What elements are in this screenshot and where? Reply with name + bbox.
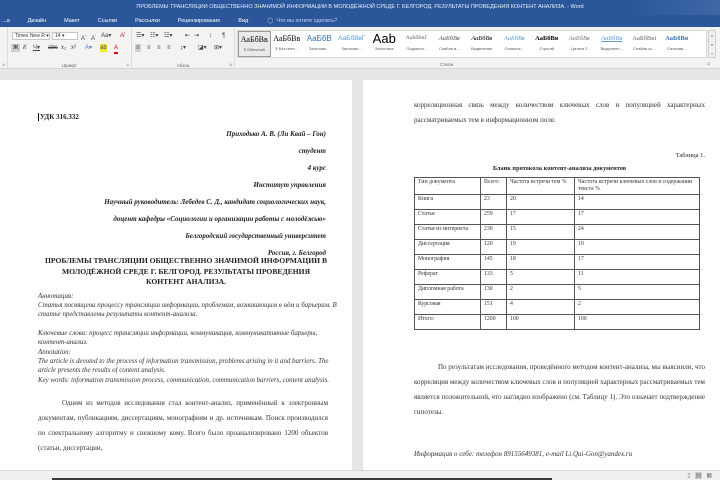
show-marks-icon[interactable]: ¶ — [222, 33, 226, 39]
keywords-ru: Ключевые слова: процесс трансляции информации, коммуникация, коммуникативные барьеры, контент-анализ. — [38, 330, 318, 346]
decrease-indent-icon[interactable]: ⇤ — [185, 33, 191, 39]
table-cell: 5 — [575, 285, 700, 300]
font-color-icon[interactable]: A — [114, 44, 118, 54]
title-bar — [0, 0, 720, 15]
table-row — [415, 255, 700, 270]
tab-design[interactable]: Дизайн — [27, 18, 47, 24]
protocol-table — [414, 177, 700, 330]
table-cell: 2 — [575, 300, 700, 315]
author-status: студент — [298, 147, 326, 155]
page-left[interactable] — [0, 80, 352, 470]
styles-gallery-scroll[interactable] — [708, 30, 716, 58]
abstract-en: The article is devoted to the process of information transmission, problems arising in it and barriers. The article presents the results of content analysis. — [38, 358, 329, 374]
style-subtle-reference[interactable]: АаБбВві Слабая сс... — [632, 35, 657, 51]
document-area — [0, 70, 720, 470]
text-cursor — [38, 113, 39, 121]
table-cell: 15 — [507, 225, 575, 240]
abstract-en-label: Annotation: — [38, 349, 71, 356]
intro-paragraph: корреляционная связь между количеством ключевых слов и популяцией характерных рассматриваемых тем в информационном поле. — [414, 101, 705, 124]
change-case-icon[interactable]: Aa▾ — [101, 33, 112, 39]
table-cell: 5 — [507, 270, 575, 285]
table-total-row — [415, 315, 700, 330]
more-styles-icon[interactable]: ▿ — [710, 51, 713, 56]
table-cell: 1200 — [481, 315, 507, 330]
tell-me-placeholder: Что вы хотите сделать? — [276, 18, 338, 24]
line-spacing-icon[interactable]: ↨▾ — [180, 45, 187, 51]
increase-indent-icon[interactable]: ⇥ — [194, 33, 200, 39]
table-cell: 4 — [507, 300, 575, 315]
scroll-down-icon[interactable]: ▾ — [710, 42, 713, 47]
author-name: Приходько А. В. (Ли Квай – Гон) — [226, 130, 326, 138]
supervisor-department: доцент кафедры «Социологии и организации работы с молодёжью» — [113, 215, 326, 223]
table-cell: 259 — [481, 210, 507, 225]
supervisor: Научный руководитель: Лебедев С. Д., кандидат социологических наук, — [104, 198, 326, 206]
table-cell: 23 — [481, 195, 507, 210]
table-cell: Итого: — [415, 315, 481, 330]
paragraph-launcher-icon[interactable]: ⇲ — [228, 62, 232, 67]
font-group-label: Шрифт — [62, 63, 77, 68]
table-row — [415, 285, 700, 300]
location: Россия, г. Белгород — [267, 249, 326, 257]
table-cell: 19 — [507, 240, 575, 255]
table-cell: 230 — [481, 225, 507, 240]
clipboard-group — [0, 27, 8, 69]
table-header: Частота встречи ключевых слов в содержании текста % — [575, 178, 700, 195]
ribbon-tabs — [0, 15, 720, 27]
table-cell: 2 — [507, 285, 575, 300]
paragraph-group-label: Абзац — [176, 63, 190, 68]
table-row — [415, 210, 700, 225]
table-cell: 11 — [575, 270, 700, 285]
table-label: Таблица 1. — [675, 152, 705, 159]
tab-layout[interactable]: Макет — [64, 18, 80, 24]
read-mode-icon[interactable]: ▯ — [687, 473, 691, 479]
style-intense-emphasis[interactable]: АаБбВв Сильное... — [503, 35, 525, 51]
university: Белгородский государственный университет — [185, 232, 326, 240]
styles-launcher-icon[interactable]: ⇲ — [706, 61, 710, 66]
table-cell: 10 — [575, 240, 700, 255]
title-bar-decoration — [630, 0, 720, 15]
align-left-icon[interactable]: ≡ — [136, 45, 140, 51]
abstract-ru: Статья посвящена процессу трансляции информации, проблемам, возникающим в нём и барьерам. В статье представлены результаты контент-анализа. — [38, 302, 337, 318]
tab-review[interactable]: Рецензирование — [177, 18, 221, 24]
abstract-ru-label: Аннотация: — [38, 293, 74, 300]
style-subtle-emphasis[interactable]: АаБбВв Слабое в... — [438, 35, 460, 51]
table-row — [415, 225, 700, 240]
table-cell: 17 — [575, 210, 700, 225]
table-cell: 145 — [481, 255, 507, 270]
table-header: Тип документа — [415, 178, 481, 195]
author-institute: Институт управления — [253, 181, 326, 189]
superscript-icon[interactable]: x² — [71, 45, 76, 51]
table-caption: Бланк протокола контент-анализа документов — [492, 165, 627, 172]
bold-icon[interactable]: Ж — [13, 45, 19, 51]
table-cell: 120 — [481, 240, 507, 255]
article-title: ПРОБЛЕМЫ ТРАНСЛЯЦИИ ОБЩЕСТВЕННО ЗНАЧИМОЙ ИНФОРМАЦИИ В МОЛОДЁЖНОЙ СРЕДЕ Г. БЕЛГОРОД. РЕЗУЛЬТАТЫ ПРОВЕДЕНИЯ КОНТЕНТ АНАЛИЗА. — [44, 256, 328, 286]
clear-format-icon[interactable]: A̸ — [120, 33, 125, 39]
table-cell: 20 — [507, 195, 575, 210]
web-layout-icon[interactable]: ▦ — [706, 473, 712, 479]
table-cell: 133 — [481, 270, 507, 285]
conclusion-paragraph: По результатам исследования, проведённого методом контент-анализа, мы выяснили, что корреляция между количеством ключевых слов и популяцией характерных рассматриваемых тем является положительной, что наглядно изображено (см. Таблицу 1). Это означает подтверждение гипотезы. — [414, 363, 705, 416]
numbering-icon[interactable]: ☷▾ — [150, 33, 159, 39]
table-cell: 100 — [507, 315, 575, 330]
table-cell: Книга — [415, 195, 481, 210]
tab-references[interactable]: Ссылки — [97, 18, 118, 24]
style-intense-reference[interactable]: АаБбВв Сильная... — [665, 35, 689, 51]
udk-code: УДК 316.332 — [40, 113, 79, 121]
paragraph-group — [132, 27, 235, 69]
font-size-select[interactable]: 14 ▾ — [52, 32, 78, 40]
body-paragraph: Одним из методов исследования стал контент-анализ, применённый к электронным документам, публикациям, диссертациям, монографиям и др. источникам. Поиск производился по спектральному алгоритму и снежному кому. Всего было проанализировано 1200 объектов (статьи, диссертации, — [38, 399, 328, 452]
keywords-en: Key words: information transmission process, communication, communication barriers, content analysis. — [38, 377, 329, 384]
table-cell: 14 — [575, 195, 700, 210]
style-strong[interactable]: АаБбВв Строгий — [535, 35, 559, 51]
multilevel-icon[interactable]: ☳▾ — [164, 33, 173, 39]
table-cell: Диссертация — [415, 240, 481, 255]
center-icon[interactable]: ≡ — [147, 45, 151, 51]
page-right[interactable] — [363, 80, 720, 470]
status-bar — [0, 470, 720, 480]
text-effects-icon[interactable]: A▾ — [85, 45, 93, 51]
table-cell: 100 — [575, 315, 700, 330]
table-header: Всего: — [481, 178, 507, 195]
table-row — [415, 270, 700, 285]
table-cell: Курсовая — [415, 300, 481, 315]
style-emphasis[interactable]: АаБбВв Выделение — [471, 35, 493, 51]
style-heading-2[interactable]: АаБбВвГ Заголово... — [338, 35, 366, 51]
table-cell: 130 — [481, 285, 507, 300]
table-header-row — [415, 178, 700, 195]
table-cell: Статья — [415, 210, 481, 225]
table-cell: 18 — [507, 255, 575, 270]
style-no-spacing[interactable]: АаБбВв ¶ Без инте... — [273, 34, 301, 51]
table-row — [415, 195, 700, 210]
table-cell: 17 — [575, 255, 700, 270]
scroll-up-icon[interactable]: ▴ — [710, 33, 713, 38]
style-normal[interactable]: АаБбВв ¶ Обычный — [238, 31, 271, 57]
window-title: ПРОБЛЕМЫ ТРАНСЛЯЦИИ ОБЩЕСТВЕННО ЗНАЧИМОЙ ИНФОРМАЦИИ В МОЛОДЁЖНОЙ СРЕДЕ Г. БЕЛГОРОД. РЕЗУЛЬТАТЫ ПРОВЕДЕНИЯ КОНТЕНТ АНАЛИЗА. - Word — [136, 4, 584, 10]
style-title[interactable]: Aab Заголовок — [372, 31, 396, 51]
sort-icon[interactable]: ↕ — [209, 33, 212, 39]
clipboard-launcher-icon[interactable]: ⇲ — [1, 62, 5, 67]
underline-icon[interactable]: Ч▾ — [33, 45, 41, 51]
style-heading-1[interactable]: АаБбВ Заголово... — [306, 34, 332, 51]
subscript-icon[interactable]: x₂ — [61, 45, 67, 51]
ribbon — [0, 27, 720, 69]
tab-home[interactable]: ...а — [2, 18, 10, 24]
shrink-font-icon[interactable]: $A^ˇ$ — [91, 34, 97, 42]
bullets-icon[interactable]: ☰▾ — [136, 33, 145, 39]
tab-view[interactable]: Вид — [238, 18, 249, 24]
table-cell: Реферат — [415, 270, 481, 285]
style-intense-quote[interactable]: АаБбВв Выделенн... — [600, 35, 623, 51]
table-cell: 151 — [481, 300, 507, 315]
tell-me-box[interactable] — [257, 15, 337, 27]
table-cell: Статья из интернета — [415, 225, 481, 240]
styles-gallery — [237, 30, 707, 58]
style-quote[interactable]: АаБбВв Цитата 2 — [568, 35, 590, 51]
strikethrough-icon[interactable]: abc — [48, 45, 58, 51]
view-buttons — [687, 472, 712, 479]
borders-icon[interactable]: ⊞▾ — [214, 45, 223, 51]
style-subtitle[interactable]: АаБбВвГ Подзагол... — [405, 35, 428, 51]
align-right-icon[interactable]: ≡ — [157, 45, 161, 51]
table-row — [415, 240, 700, 255]
justify-icon[interactable]: ≡ — [167, 45, 171, 51]
table-cell: 17 — [507, 210, 575, 225]
font-group — [8, 27, 132, 69]
print-layout-icon[interactable]: ▤ — [695, 473, 702, 479]
styles-group-label: Стили — [440, 62, 453, 67]
tab-mailings[interactable]: Рассылки — [135, 18, 160, 24]
font-launcher-icon[interactable]: ⇲ — [125, 62, 129, 67]
contact-info: Информация о себе: телефон 89155649381, e-mail Li.Qui-Gon@yandex.ru — [414, 450, 633, 458]
highlight-icon[interactable]: ab — [100, 45, 107, 51]
lightbulb-icon: ◯ — [267, 18, 274, 24]
grow-font-icon[interactable]: A^ — [81, 34, 87, 42]
shading-icon[interactable]: ◪▾ — [198, 45, 207, 51]
table-header: Частота встречи тем % — [507, 178, 575, 195]
font-name-select[interactable]: Times New R ▾ — [12, 32, 50, 40]
author-year: 4 курс — [307, 164, 326, 172]
table-cell: Дипломная работа — [415, 285, 481, 300]
table-cell: 24 — [575, 225, 700, 240]
table-cell: Монография — [415, 255, 481, 270]
italic-icon[interactable]: К — [23, 45, 27, 51]
table-row — [415, 300, 700, 315]
